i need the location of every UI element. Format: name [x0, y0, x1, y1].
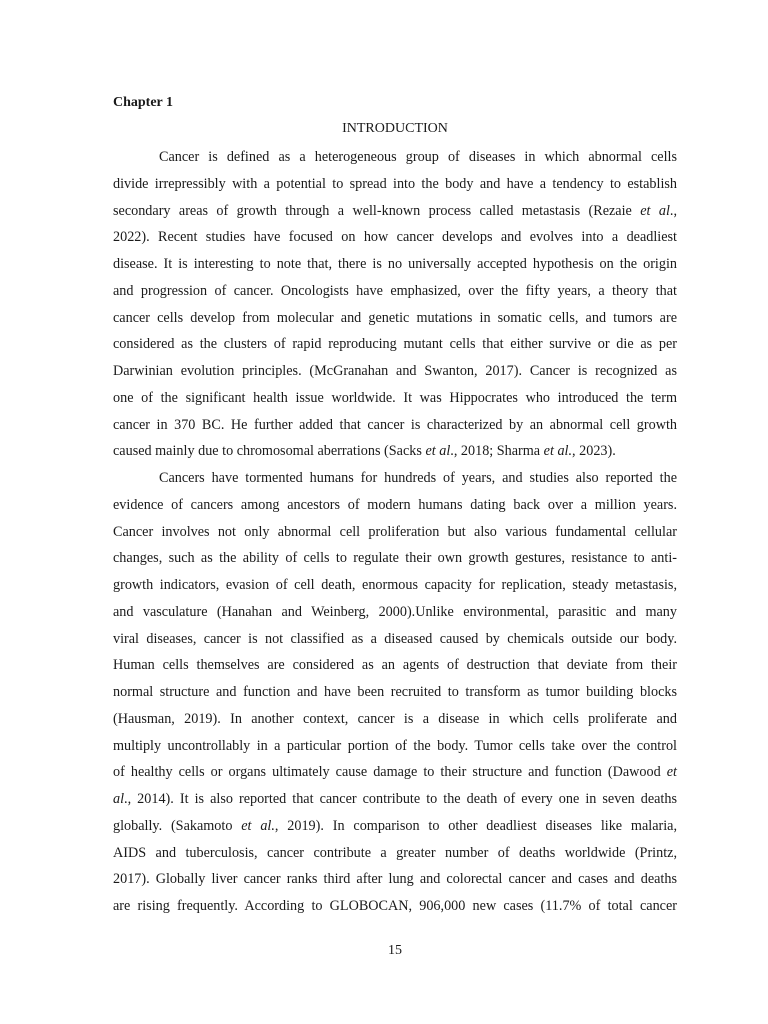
text-run: Cancer involves not only abnormal cell proliferation but also various fundamental cellular — [113, 523, 677, 540]
paragraph-1-line — [113, 144, 677, 171]
italic-citation: et al. — [241, 817, 275, 834]
text-run: 2022). Recent studies have focused on how cancer develops and evolves into a deadliest — [113, 229, 677, 246]
text-run: Darwinian evolution principles. (McGranahan and Swanton, 2017). Cancer is recognized as — [113, 363, 677, 379]
text-run: evidence of cancers among ancestors of modern humans dating back over a million years. — [113, 496, 677, 513]
paragraph-2-line — [113, 786, 677, 813]
page-number: 15 — [388, 943, 402, 958]
paragraph-1-line — [113, 358, 677, 385]
text-run: AIDS and tuberculosis, cancer contribute a greater number of deaths worldwide (Printz, — [113, 844, 677, 861]
text-run: Cancer is defined as a heterogeneous group of diseases in which abnormal cells — [159, 149, 677, 165]
text-run: ., 2014). It is also reported that cancer contribute to the death of every one in seven deaths — [124, 791, 677, 807]
chapter-label: Chapter 1 — [113, 95, 174, 110]
paragraph-2-line — [113, 519, 677, 546]
text-run: ., — [669, 202, 677, 219]
paragraph-1-line — [113, 331, 677, 358]
text-run: and vasculature (Hanahan and Weinberg, 2000).Unlike environmental, parasitic and many — [113, 603, 677, 620]
text-run: one of the significant health issue worldwide. It was Hippocrates who introduced the term — [113, 389, 677, 406]
paragraph-2-line — [113, 893, 677, 920]
paragraph-2-line — [113, 866, 677, 893]
text-run: (Hausman, 2019). In another context, cancer is a disease in which cells proliferate and — [113, 710, 677, 727]
paragraph-2-line — [113, 813, 677, 840]
paragraph-2-line — [113, 545, 677, 572]
paragraph-2-line — [113, 626, 677, 653]
italic-citation: et — [666, 764, 677, 781]
italic-citation: et al. — [543, 443, 573, 460]
paragraph-1-line — [113, 171, 677, 198]
text-run: caused mainly due to chromosomal aberrations (Sacks — [113, 443, 426, 460]
paragraph-2-line — [113, 652, 677, 679]
italic-citation: et al — [425, 443, 451, 460]
paragraph-2-line — [113, 679, 677, 706]
paragraph-2-line — [113, 840, 677, 867]
text-run: , 2023). — [572, 443, 616, 460]
text-run: are rising frequently. According to GLOBOCAN, 906,000 new cases (11.7% of total cancer — [113, 898, 677, 914]
text-run: and progression of cancer. Oncologists have emphasized, over the fifty years, a theory that — [113, 282, 677, 299]
italic-citation: al — [113, 791, 125, 807]
text-run: viral diseases, cancer is not classified as a diseased caused by chemicals outside our body. — [113, 630, 677, 647]
text-run: 2017). Globally liver cancer ranks third after lung and colorectal cancer and cases and deaths — [113, 871, 677, 888]
text-run: divide irrepressibly with a potential to spread into the body and have a tendency to establish — [113, 175, 677, 192]
paragraph-2-line — [113, 572, 677, 599]
paragraph-1-line — [113, 385, 677, 412]
text-run: Cancers have tormented humans for hundreds of years, and studies also reported the — [159, 470, 677, 486]
text-run: ., 2018; Sharma — [450, 443, 544, 460]
text-run: cancer cells develop from molecular and genetic mutations in somatic cells, and tumors are — [113, 309, 677, 326]
paragraph-2-line — [113, 733, 677, 760]
paragraph-1-line — [113, 224, 677, 251]
italic-citation: et al — [640, 202, 670, 219]
text-run: globally. (Sakamoto — [113, 817, 242, 834]
text-run: disease. It is interesting to note that, there is no universally accepted hypothesis on the origin — [113, 256, 677, 272]
text-run: , 2019). In comparison to other deadliest diseases like malaria, — [274, 817, 677, 834]
text-run: changes, such as the ability of cells to regulate their own growth gestures, resistance to anti- — [113, 550, 677, 567]
paragraph-1-line — [113, 412, 677, 439]
text-run: multiply uncontrollably in a particular portion of the body. Tumor cells take over the control — [113, 737, 677, 754]
paragraph-1-line — [113, 305, 677, 332]
paragraph-1-line — [113, 251, 677, 278]
paragraph-1-line — [113, 438, 677, 465]
text-run: Human cells themselves are considered as an agents of destruction that deviate from their — [113, 657, 677, 674]
text-run: normal structure and function and have been recruited to transform as tumor building blocks — [113, 684, 677, 700]
text-run: secondary areas of growth through a well-known process called metastasis (Rezaie — [113, 202, 641, 219]
text-run: cancer in 370 BC. He further added that cancer is characterized by an abnormal cell growth — [113, 416, 677, 433]
paragraph-2-line — [113, 492, 677, 519]
body-text — [113, 144, 677, 920]
paragraph-1-line — [113, 278, 677, 305]
paragraph-2-line — [113, 465, 677, 492]
paragraph-1-line — [113, 198, 677, 225]
section-title: INTRODUCTION — [342, 121, 448, 136]
paragraph-2-line — [113, 706, 677, 733]
text-run: of healthy cells or organs ultimately cause damage to their structure and function (Dawood — [113, 764, 667, 781]
text-run: considered as the clusters of rapid reproducing mutant cells that either survive or die as per — [113, 336, 677, 353]
paragraph-2-line — [113, 759, 677, 786]
text-run: growth indicators, evasion of cell death, enormous capacity for replication, steady metastasis, — [113, 577, 677, 593]
paragraph-2-line — [113, 599, 677, 626]
